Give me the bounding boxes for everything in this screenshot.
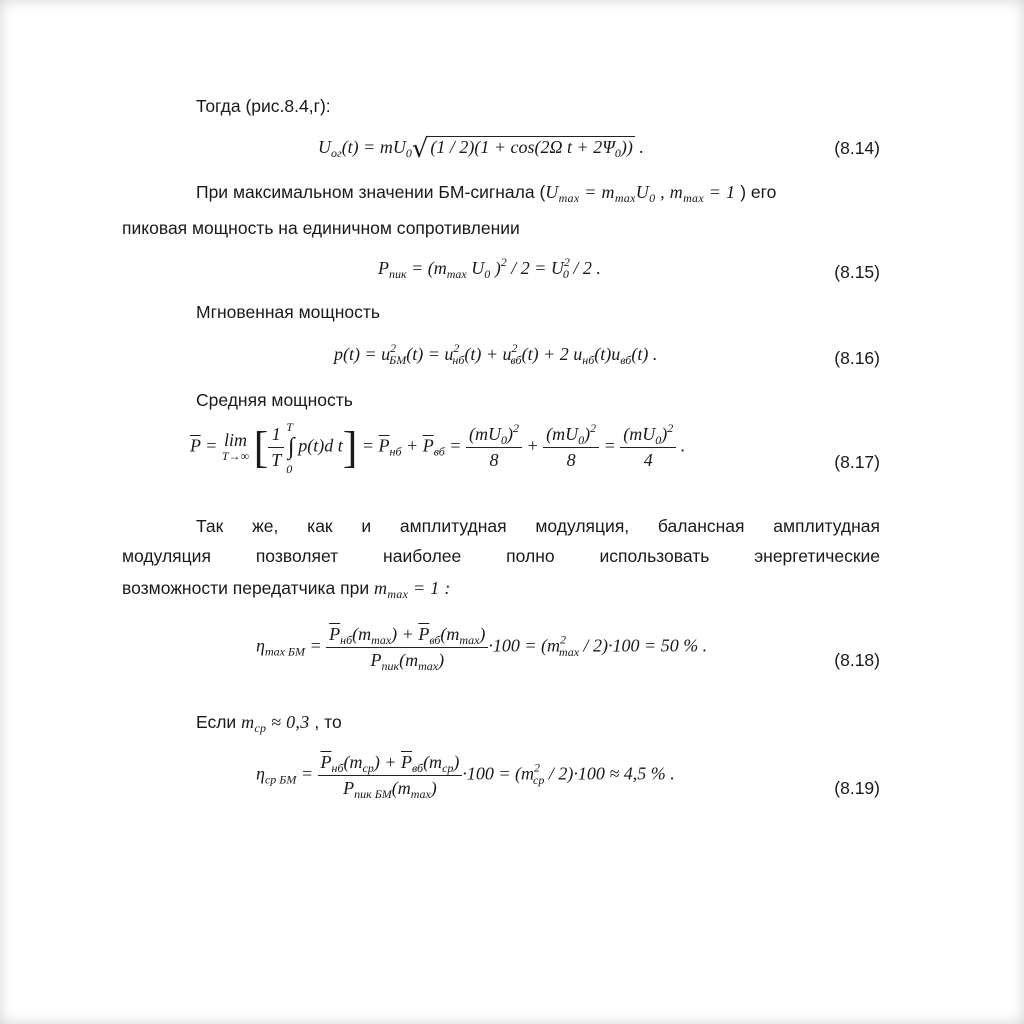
equation-number-8-17: (8.17) — [834, 452, 880, 472]
equation-number-8-18: (8.18) — [834, 650, 880, 670]
equation-8-16: $p(t) = u^2_{БМ}(t) = u^2_{нб}(t) + u^2_{вб}(t) + 2$ $u_{нб}(t)u_{вб}(t)$ . — [334, 341, 658, 367]
paragraph-if: Если $m_{cp} \approx 0,3$ , то — [196, 712, 342, 735]
equation-number-8-15: (8.15) — [834, 262, 880, 282]
equation-number-8-14: (8.14) — [834, 138, 880, 158]
paragraph-likewise-line3: возможности передатчика при $m_{max} = 1$ : — [122, 578, 451, 601]
equation-8-15: $P_{пик} = (m_{max}$ $U_0$ )$^2 / 2 = U^2_0 / 2$ . — [378, 255, 601, 281]
paragraph-max-value: При максимальном значении БМ-сигнала ($U_{max} = m_{max}U_0$ , $m_{max} = 1$ ) его — [196, 182, 777, 205]
equation-8-17: $\overline{P} = \lim$ T→∞ [ $\frac{1}{T}$ ∫ T 0 p(t)d $t] = \overline{P}_{нб} + \overline{P}_{вб}$ = $\frac{(mU_0)^2}{8}$ + $\frac{(mU_0)^2}{8}$ = $\frac{(mU_0)^2}{4}$ . — [190, 420, 686, 476]
paragraph-average-power: Средняя мощность — [196, 390, 353, 410]
equation-8-19: $\eta_{cp БМ}$ = $\frac{\overline{P}_{нб}(m_{cp}) + \overline{P}_{вб}(m_{cp})}{P_{пик БМ}(m_{max})}$ $\cdot 100 = (m^2_{cp} / 2)\cdot 100 \approx 4,5$ % . — [256, 752, 675, 801]
equation-8-14: $U_{ог}(t) = mU_0√$ (1 / 2)(1 + cos(2Ω $t + 2\Psi_0$)) . — [318, 134, 644, 164]
paragraph-instant-power: Мгновенная мощность — [196, 302, 381, 322]
paragraph-likewise-line1: Так же, как и амплитудная модуляция, балансная амплитудная — [196, 516, 880, 536]
equation-8-18: $\eta_{max БМ}$ = $\frac{\overline{P}_{нб}(m_{max}) + \overline{P}_{вб}(m_{max})}{P_{пик}(m_{max})}$ $\cdot 100 = (m^2_{max} / 2)\cdot 100 = 50$ % . — [256, 624, 708, 673]
paragraph-peak-power: пиковая мощность на единичном сопротивлении — [122, 218, 520, 238]
paragraph-likewise-line2: модуляция позволяет наиболее полно использовать энергетические — [122, 546, 880, 566]
equation-number-8-19: (8.19) — [834, 778, 880, 798]
equation-number-8-16: (8.16) — [834, 348, 880, 368]
paragraph-then: Тогда (рис.8.4,г): — [196, 96, 331, 116]
